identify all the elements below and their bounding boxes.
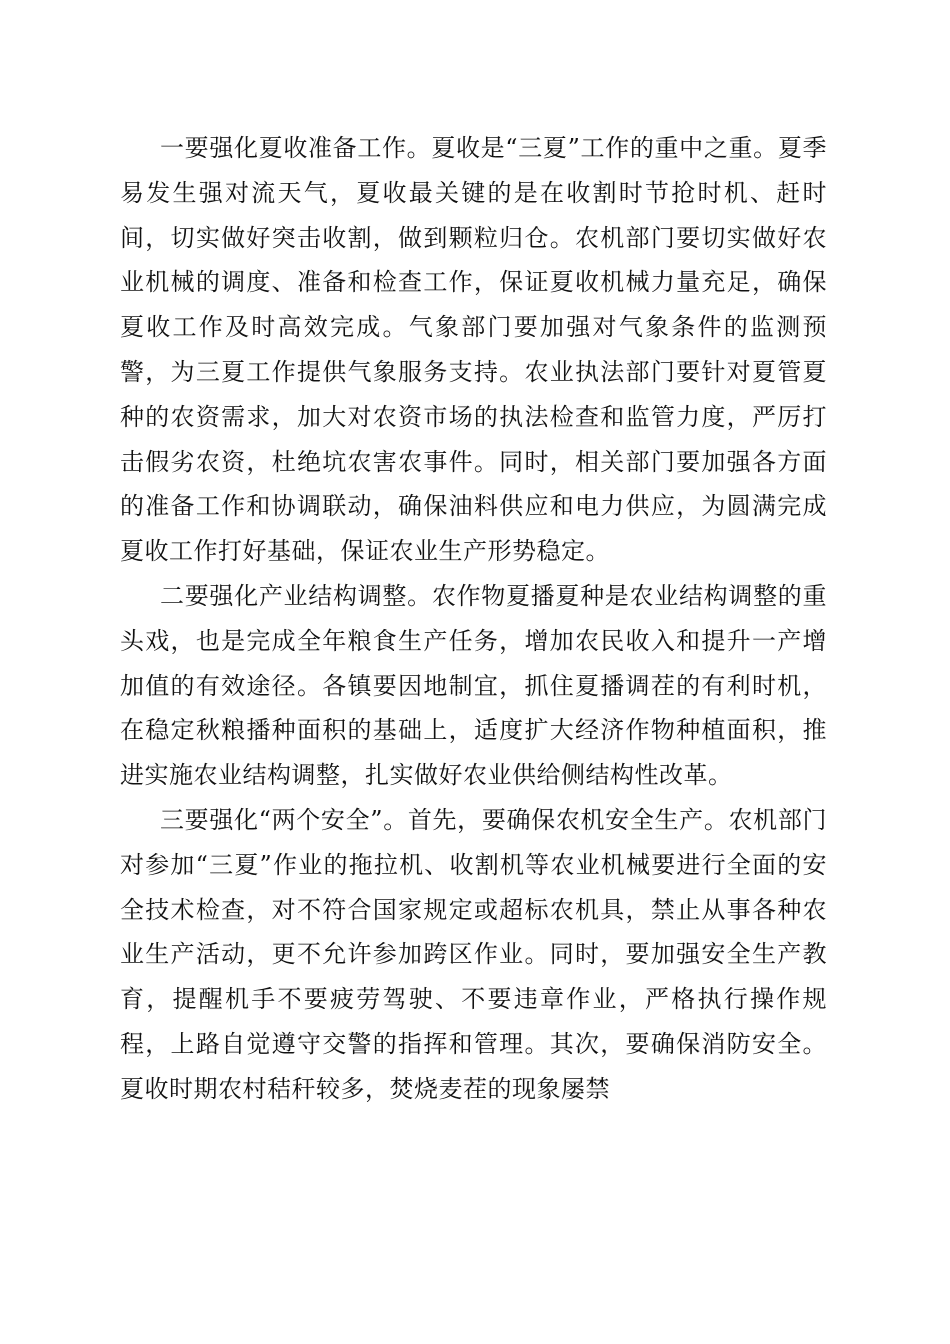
paragraph-summer-harvest-preparation: 一要强化夏收准备工作。夏收是“三夏”工作的重中之重。夏季易发生强对流天气，夏收最关键的是在收割时节抢时机、赶时间，切实做好突击收割，做到颗粒归仓。农机部门要切实做好农业机械的调度、准备和检查工作，保证夏收机械力量充足，确保夏收工作及时高效完成。气象部门要加强对气象条件的监测预警，为三夏工作提供气象服务支持。农业执法部门要针对夏管夏种的农资需求，加大对农资市场的执法检查和监管力度，严厉打击假劣农资，杜绝坑农害农事件。同时，相关部门要加强各方面的准备工作和协调联动，确保油料供应和电力供应，为圆满完成夏收工作打好基础，保证农业生产形势稳定。 <box>120 134 827 566</box>
paragraph-industry-structure-adjustment: 二要强化产业结构调整。农作物夏播夏种是农业结构调整的重头戏，也是完成全年粮食生产任务，增加农民收入和提升一产增加值的有效途径。各镇要因地制宜，抓住夏播调茬的有利时机，在稳定秋粮播种面积的基础上，适度扩大经济作物种植面积，推进实施农业结构调整，扎实做好农业供给侧结构性改革。 <box>120 581 827 790</box>
paragraph-two-safeties: 三要强化“两个安全”。首先，要确保农机安全生产。农机部门对参加“三夏”作业的拖拉机、收割机等农业机械要进行全面的安全技术检查，对不符合国家规定或超标农机具，禁止从事各种农业生产活动，更不允许参加跨区作业。同时，要加强安全生产教育，提醒机手不要疲劳驾驶、不要违章作业，严格执行操作规程，上路自觉遵守交警的指挥和管理。其次，要确保消防安全。夏收时期农村秸秆较多，焚烧麦茬的现象屡禁 <box>120 805 827 1103</box>
document-page <box>120 126 827 1112</box>
